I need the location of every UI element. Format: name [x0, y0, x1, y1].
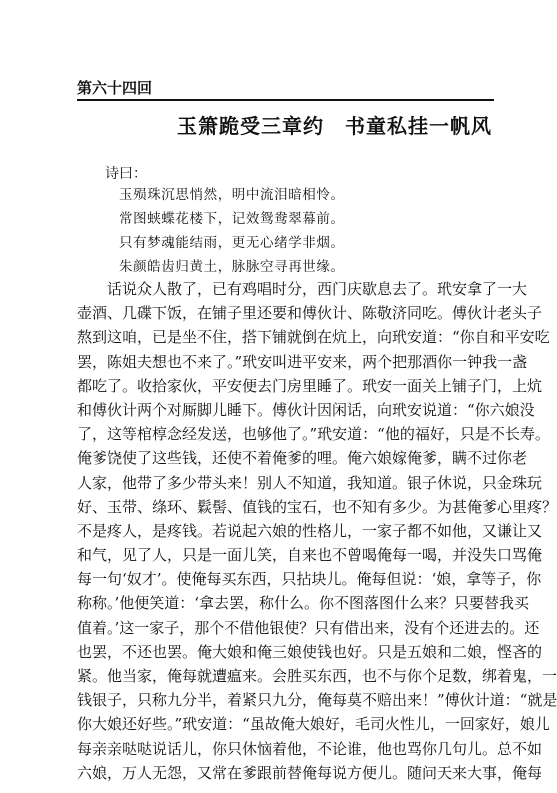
text-line: 六娘，万人无怨，又常在爹跟前替俺每说方便儿。随问天来大事，俺每 [77, 763, 543, 782]
text-line: 每一句‘奴才’。使俺每买东西，只拈块儿。俺每但说：‘娘，拿等子，你 [77, 570, 542, 589]
poem-line: 玉殒珠沉思悄然，明中流泪暗相怜。 [119, 187, 345, 203]
text-line: 每亲亲哒哒说话儿，你只休恼着他，不论谁，他也骂你几句儿。总不如 [77, 739, 543, 758]
text-line: 也罢，不还也罢。俺大娘和俺三娘使钱也好。只是五娘和二娘，悭吝的 [77, 642, 543, 661]
text-line: 和气，见了人，只是一面儿笑，自来也不曾喝俺每一喝，并没失口骂俺 [77, 546, 543, 565]
poem-line: 只有梦魂能结雨，更无心绪学非烟。 [119, 235, 345, 251]
text-line: 壶酒、几碟下饭，在铺子里还要和傅伙计、陈敬济同吃。傅伙计老头子 [77, 304, 543, 323]
poem-intro: 诗曰： [105, 166, 147, 182]
text-line: 你大娘还好些。”玳安道：“虽故俺大娘好，毛司火性儿，一回家好，娘儿 [77, 715, 550, 734]
poem-line: 朱颜皓齿归黄土，脉脉空寻再世缘。 [119, 259, 345, 275]
poem [119, 183, 345, 279]
text-line: 紧。他当家，俺每就遭瘟来。会胜买东西，也不与你个足数，绑着鬼，一 [77, 667, 557, 685]
chapter-label: 第六十四回 [77, 79, 153, 97]
text-line: 不是疼人，是疼钱。若说起六娘的性格儿，一家子都不如他，又谦让又 [77, 521, 543, 540]
header-rule [77, 99, 494, 101]
text-line: 钱银子，只称九分半，着紧只九分，俺每莫不赔出来！”傅伙计道：“就是 [77, 691, 557, 710]
body-text [77, 277, 557, 785]
text-line: 人家，他带了多少带头来！别人不知道，我知道。银子休说，只金珠玩 [77, 473, 543, 492]
text-line: 话说众人散了，已有鸡唱时分，西门庆歇息去了。玳安拿了一大 [77, 280, 528, 298]
text-line: 称称。’他便笑道：‘拿去罢，称什么。你不图落图什么来？只要替我买 [77, 594, 530, 613]
text-line: 熬到这咱，已是坐不住，搭下铺就倒在炕上，向玳安道：“你自和平安吃 [77, 328, 550, 347]
chapter-title: 玉箫跪受三章约 书童私挂一帆风 [177, 114, 492, 138]
text-line: 值着。’这一家子，那个不借他银使？只有借出来，没有个还进去的。还 [77, 618, 540, 637]
text-line: 和傅伙计两个对厮脚儿睡下。傅伙计因闲话，向玳安说道：“你六娘没 [77, 400, 535, 419]
text-line: 了，这等棺椁念经发送，也够他了。”玳安道：“他的福好，只是不长寿。 [77, 425, 550, 444]
text-line: 罢，陈姐夫想也不来了。”玳安叫进平安来，两个把那酒你一钟我一盏 [77, 352, 528, 371]
text-line: 都吃了。收拾家伙，平安便去门房里睡了。玳安一面关上铺子门，上炕 [77, 376, 543, 395]
text-line: 俺爹饶使了这些钱，还使不着俺爹的哩。俺六娘嫁俺爹，瞒不过你老 [77, 449, 528, 468]
poem-line: 常图蛱蝶花楼下，记效鸳鸯翠幕前。 [119, 211, 345, 227]
text-line: 好、玉带、绦环、鬏髻、值钱的宝石，也不知有多少。为甚俺爹心里疼？ [77, 497, 557, 516]
